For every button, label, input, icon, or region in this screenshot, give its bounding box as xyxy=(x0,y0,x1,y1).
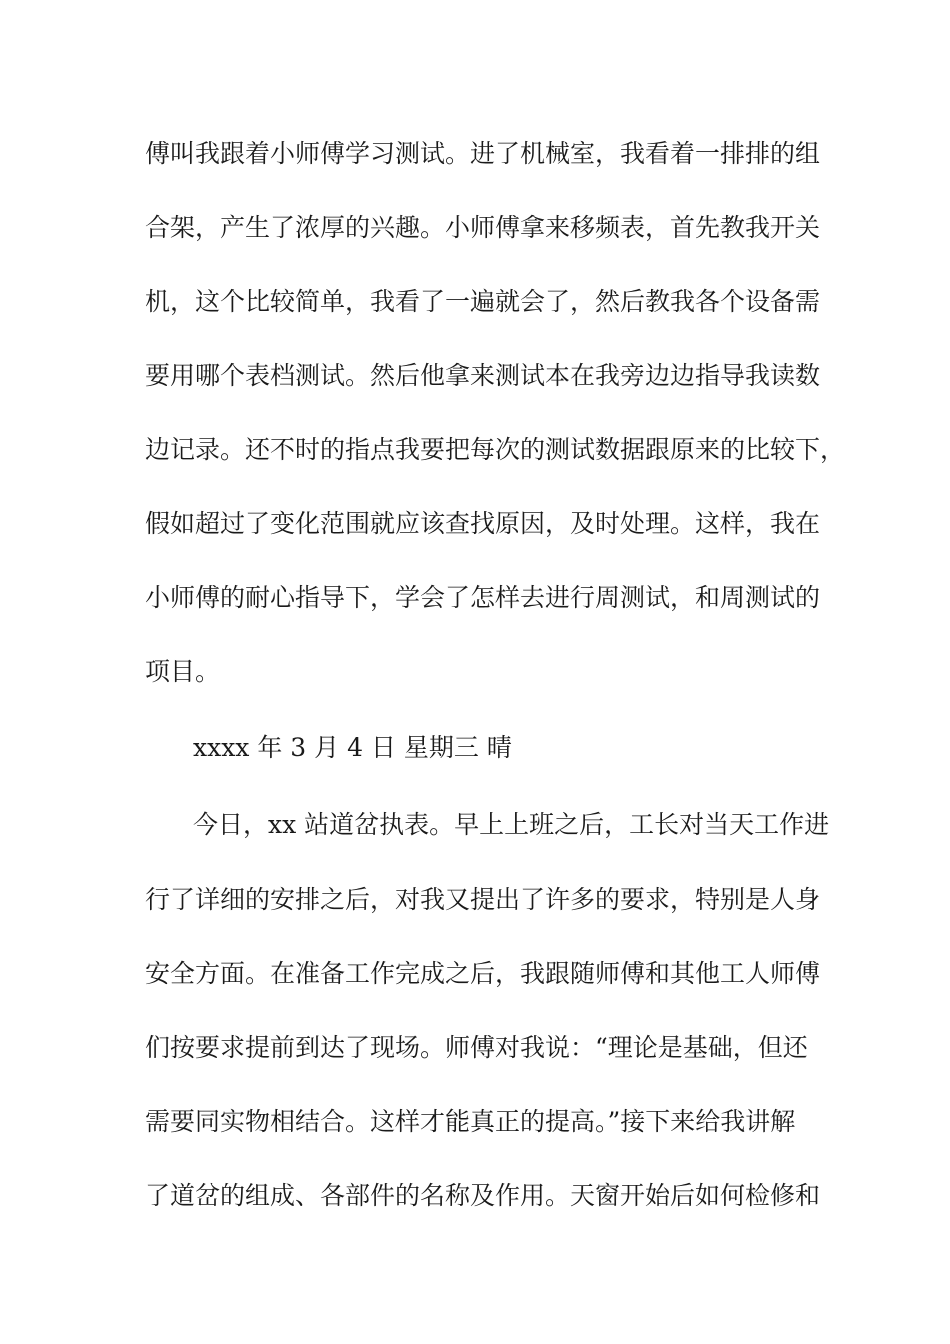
text-line: 假如超过了变化范围就应该查找原因，及时处理。这样，我在 xyxy=(145,509,821,538)
text-line: 行了详细的安排之后，对我又提出了许多的要求，特别是人身 xyxy=(145,885,821,914)
text-line: 小师傅的耐心指导下，学会了怎样去进行周测试，和周测试的 xyxy=(145,583,821,612)
text-line: 们按要求提前到达了现场。师傅对我说：“理论是基础，但还 xyxy=(145,1033,808,1062)
paragraph-first-line: 今日，xx 站道岔执表。早上上班之后，工长对当天工作进 xyxy=(193,810,830,839)
text-line: 合架，产生了浓厚的兴趣。小师傅拿来移频表，首先教我开关 xyxy=(145,213,821,242)
text-line: 了道岔的组成、各部件的名称及作用。天窗开始后如何检修和 xyxy=(145,1181,821,1210)
date-line: xxxx 年 3 月 4 日 星期三 晴 xyxy=(193,733,512,762)
text-line: 项目。 xyxy=(145,657,221,686)
text-line: 机，这个比较简单，我看了一遍就会了，然后教我各个设备需 xyxy=(145,287,821,316)
text-line: 傅叫我跟着小师傅学习测试。进了机械室，我看着一排排的组 xyxy=(145,139,821,168)
text-line: 需要同实物相结合。这样才能真正的提高。”接下来给我讲解 xyxy=(145,1107,796,1136)
text-line: 安全方面。在准备工作完成之后，我跟随师傅和其他工人师傅 xyxy=(145,959,821,988)
text-line: 边记录。还不时的指点我要把每次的测试数据跟原来的比较下， xyxy=(145,435,846,464)
text-line: 要用哪个表档测试。然后他拿来测试本在我旁边边指导我读数 xyxy=(145,361,821,390)
